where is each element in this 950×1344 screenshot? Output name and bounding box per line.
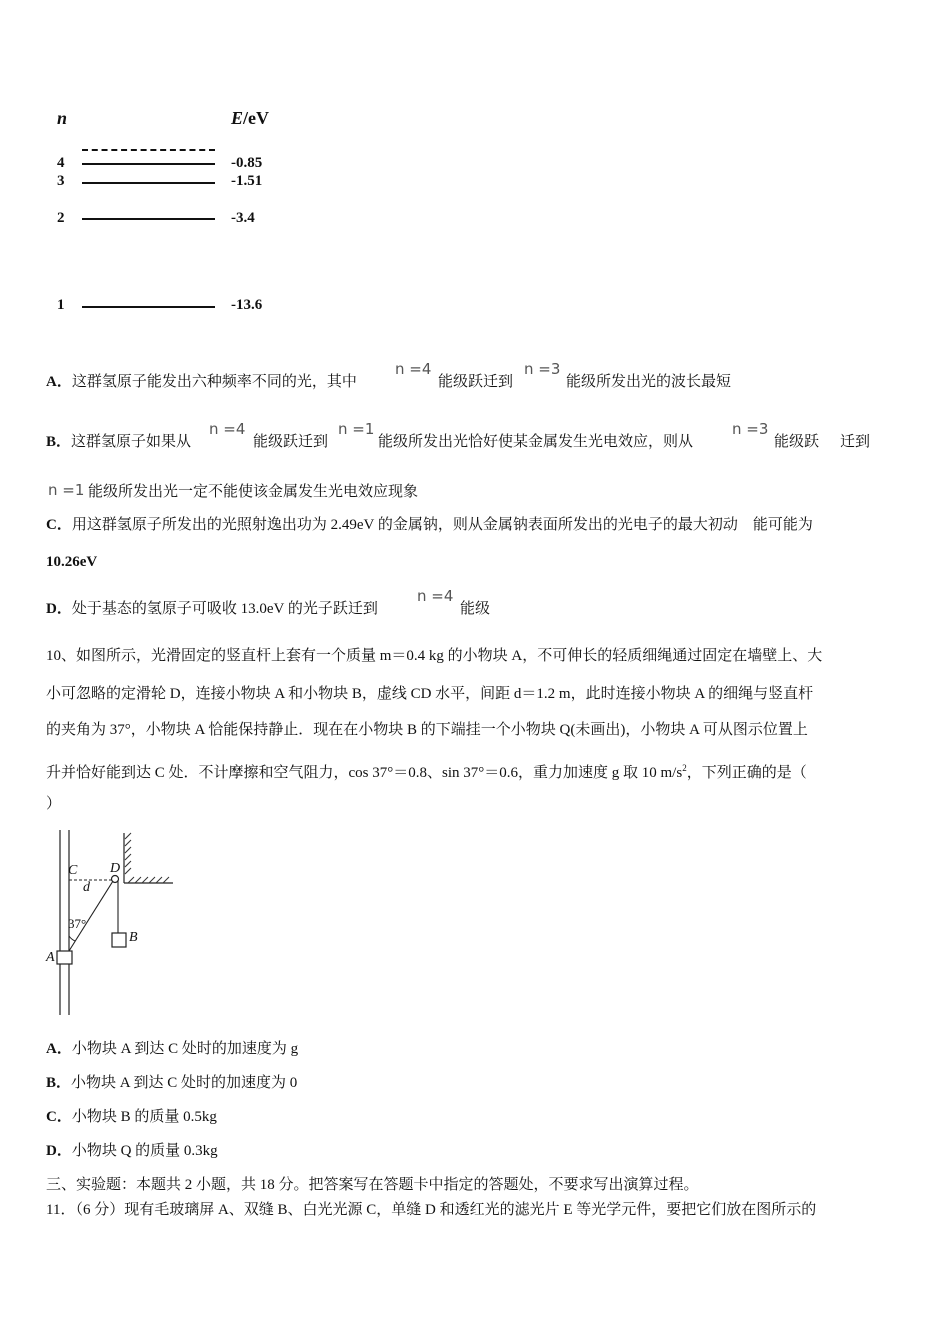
- option-label: B．: [46, 1075, 72, 1091]
- label-d-distance: d: [83, 880, 90, 895]
- q10-line-4-text: ，下列正确的是（: [686, 765, 807, 781]
- q10-option-c: [46, 1107, 217, 1127]
- level-energy-3: -1.51: [231, 173, 263, 189]
- option-label: B．: [46, 434, 72, 450]
- level-line-4: [82, 163, 215, 165]
- option-text: 能级跃: [774, 434, 820, 450]
- option-text: 小物块 Q 的质量 0.3kg: [71, 1143, 218, 1159]
- level-line-1: [82, 306, 215, 308]
- q9-option-c: [46, 515, 813, 535]
- option-text: 能级跃迁到: [438, 374, 514, 390]
- math-n1: n =1: [48, 481, 85, 499]
- option-label: A．: [46, 1041, 72, 1057]
- level-line-3: [82, 182, 215, 184]
- q10-option-b: [46, 1073, 297, 1093]
- q9-option-a: [46, 372, 357, 392]
- label-angle: 37°: [68, 916, 87, 931]
- q10-line-5: ）: [46, 796, 62, 812]
- option-text: 能级跃迁到: [253, 434, 329, 450]
- option-text: 能级所发出光的波长最短: [566, 374, 732, 390]
- option-text: 小物块 A 到达 C 处时的加速度为 g: [71, 1041, 299, 1057]
- label-b: B: [129, 930, 138, 945]
- q10-line-1: 10、如图所示，光滑固定的竖直杆上套有一个质量 m＝0.4 kg 的小物块 A，不可伸长的轻质细绳通过固定在墙壁上、大: [46, 648, 823, 664]
- q10-line-4: [46, 758, 807, 783]
- q10-option-d: [46, 1141, 218, 1161]
- q9-option-b: [46, 432, 191, 452]
- option-text: 小物块 A 到达 C 处时的加速度为 0: [71, 1075, 298, 1091]
- label-c: C: [68, 863, 78, 878]
- option-text: 这群氢原子能发出六种频率不同的光，其中: [71, 374, 357, 390]
- level-energy-4: -0.85: [231, 155, 263, 171]
- pulley-diagram: [40, 825, 190, 1020]
- pulley-diagram-svg: [40, 825, 190, 1020]
- energy-var: E: [231, 108, 244, 128]
- option-text: 能级所发出光恰好使某金属发生光电效应，则从: [378, 434, 694, 450]
- math-n4: n =4: [395, 360, 432, 378]
- q9-option-d: [46, 599, 378, 619]
- math-n1: n =1: [338, 420, 375, 438]
- label-d-pulley: D: [110, 861, 121, 876]
- q10-line-2: 小可忽略的定滑轮 D，连接小物块 A 和小物块 B，虚线 CD 水平，间距 d＝1.2 m，此时连接小物块 A 的细绳与竖直杆: [46, 686, 814, 702]
- option-label: C．: [46, 1109, 72, 1125]
- option-label: D．: [46, 601, 72, 617]
- level-n-3: 3: [57, 173, 65, 189]
- level-energy-1: -13.6: [231, 297, 263, 313]
- q10-line-4-text: 升并恰好能到达 C 处．不计摩擦和空气阻力，cos 37°＝0.8、sin 37°＝0.6，重力加速度 g 取 10 m/s: [46, 765, 683, 781]
- option-text: 用这群氢原子所发出的光照射逸出功为 2.49eV 的金属钠，则从金属钠表面所发出的光电子的最大初动 能可能为: [71, 517, 813, 533]
- math-n4: n =4: [417, 587, 454, 605]
- option-label: A．: [46, 374, 72, 390]
- option-text: 10.26eV: [46, 554, 98, 570]
- option-label: C．: [46, 517, 72, 533]
- energy-unit: /eV: [243, 108, 270, 128]
- energy-axis-label: [231, 108, 269, 129]
- level-energy-2: -3.4: [231, 210, 255, 226]
- math-n3: n =3: [524, 360, 561, 378]
- option-text: 能级所发出光一定不能使该金属发生光电效应现象: [88, 484, 419, 500]
- superscript: 2: [682, 763, 687, 773]
- level-n-4: 4: [57, 155, 65, 171]
- section-3-heading: 三、实验题：本题共 2 小题，共 18 分。把答案写在答题卡中指定的答题处，不要求写出演算过程。: [46, 1177, 699, 1193]
- math-n4: n =4: [209, 420, 246, 438]
- q11-line-1: 11．（6 分）现有毛玻璃屏 A、双缝 B、白光光源 C，单缝 D 和透红光的滤光片 E 等光学元件，要把它们放在图所示的: [46, 1202, 817, 1218]
- option-text: 小物块 B 的质量 0.5kg: [71, 1109, 217, 1125]
- option-text: 处于基态的氢原子可吸收 13.0eV 的光子跃迁到: [71, 601, 378, 617]
- level-line-2: [82, 218, 215, 220]
- q10-option-a: [46, 1039, 298, 1059]
- option-label: D．: [46, 1143, 72, 1159]
- option-text: 这群氢原子如果从: [71, 434, 192, 450]
- option-text: 能级: [460, 601, 491, 617]
- n-axis-label: n: [57, 108, 68, 128]
- ionization-dashed-line: [82, 149, 215, 151]
- level-n-1: 1: [57, 297, 65, 313]
- q10-line-3: 的夹角为 37°，小物块 A 恰能保持静止．现在在小物块 B 的下端挂一个小物块 Q(未画出)，小物块 A 可从图示位置上: [46, 722, 808, 738]
- label-a: A: [46, 950, 55, 965]
- math-n3: n =3: [732, 420, 769, 438]
- option-text: 迁到: [840, 434, 871, 450]
- level-n-2: 2: [57, 210, 65, 226]
